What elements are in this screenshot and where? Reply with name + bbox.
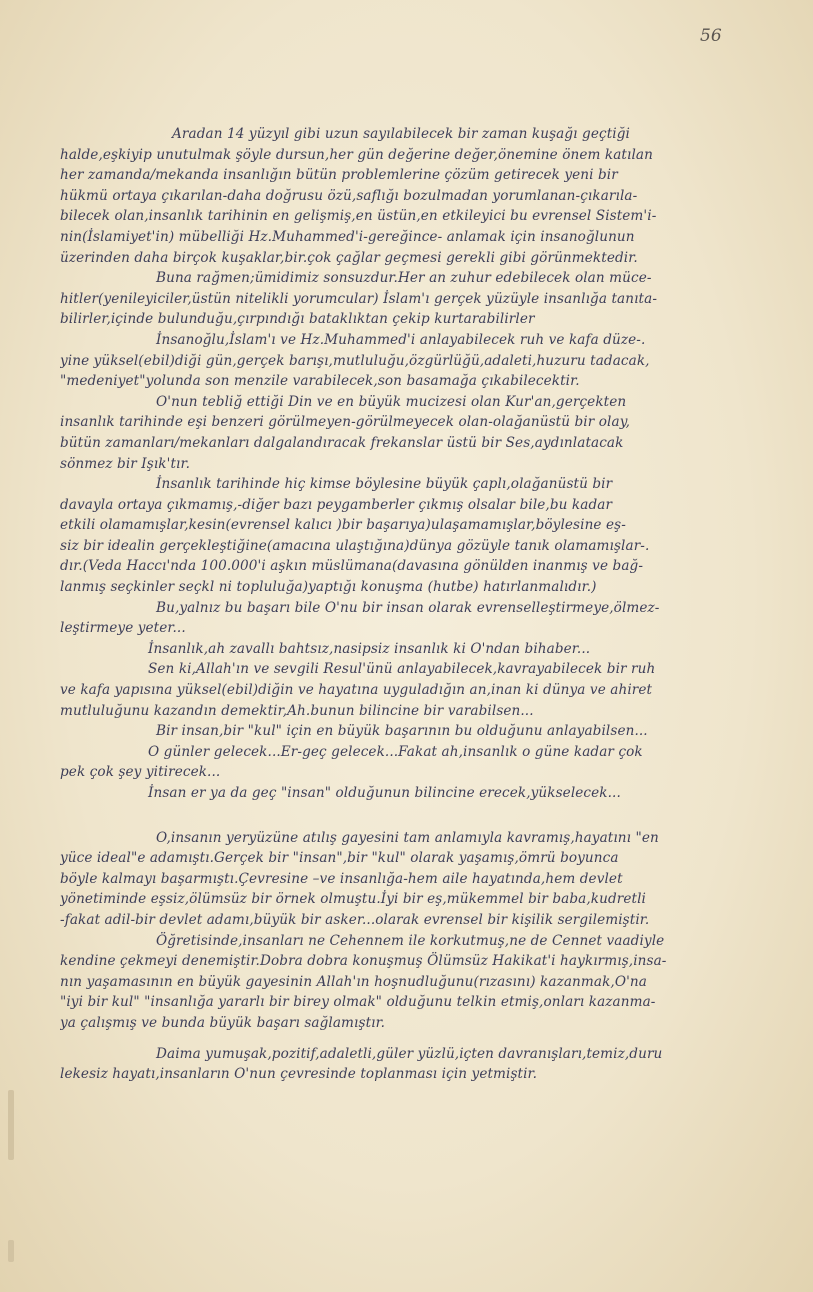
paragraph [60,124,772,145]
text-line: hükmü ortaya çıkarılan-daha doğrusu özü,saflığı bozulmadan yorumlanan-çıkarıla- [60,187,638,204]
text-line: hitler(yenileyiciler,üstün nitelikli yorumcular) İslam'ı gerçek yüzüyle insanlığa tanıta- [60,290,658,307]
paragraph [60,783,772,804]
paragraph [60,289,772,330]
text-line: İnsan er ya da geç "insan" olduğunun bilincine erecek,yükselecek... [148,785,621,801]
text-line: etkili olamamışlar,kesin(evrensel kalıcı )bir başarıya)ulaşamamışlar,böylesine eş- [60,517,626,534]
paragraph [60,495,772,598]
text-line: kendine çekmeyi denemiştir.Dobra dobra konuşmuş Ölümsüz Hakikat'i haykırmış,insa- [60,953,667,970]
paragraph [60,392,772,413]
body-text [60,124,772,1085]
paragraph [60,931,772,952]
text-line: bilecek olan,insanlık tarihinin en gelişmiş,en üstün,en etkileyici bu evrensel Sistem'i- [60,208,657,225]
text-line: bilirler,içinde bulunduğu,çırpındığı bataklıktan çekip kurtarabilirler [60,311,535,328]
paragraph [60,1044,772,1065]
text-line: lanmış seçkinler seçkl ni topluluğa)yaptığı konuşma (hutbe) hatırlanmalıdır.) [60,579,597,596]
text-line: Buna rağmen;ümidimiz sonsuzdur.Her an zuhur edebilecek olan müce- [156,270,652,287]
paragraph [60,598,772,619]
text-line: ya çalışmış ve bunda büyük başarı sağlamıştır. [60,1014,386,1031]
page-number: 56 [700,26,722,46]
text-line: ve kafa yapısına yüksel(ebil)diğin ve hayatına uyguladığın an,inan ki dünya ve ahiret [60,682,653,699]
text-line: Aradan 14 yüzyıl gibi uzun sayılabilecek bir zaman kuşağı geçtiği [172,126,630,142]
margin-stain [8,1240,14,1262]
text-line: siz bir idealin gerçekleştiğine(amacına ulaştığına)dünya gözüyle tanık olamamışlar-. [60,537,650,554]
paragraph [60,828,772,849]
paragraph [60,680,772,721]
text-line: Öğretisinde,insanları ne Cehennem ile korkutmuş,ne de Cennet vaadiyle [156,932,665,949]
text-line: davayla ortaya çıkmamış,-diğer bazı peygamberler çıkmış olsalar bile,bu kadar [60,496,613,513]
text-line: nin(İslamiyet'in) mübelliği Hz.Muhammed'i-gereğince- anlamak için insanoğlunun [60,228,635,245]
text-line: Bu,yalnız bu başarı bile O'nu bir insan olarak evrenselleştirmeye,ölmez- [156,599,660,616]
paragraph-gap [60,804,772,828]
text-line: O günler gelecek...Er-geç gelecek...Fakat ah,insanlık o güne kadar çok [148,743,643,760]
paragraph [60,762,772,783]
paragraph [60,848,772,930]
text-line: pek çok şey yitirecek... [60,764,221,781]
paragraph [60,412,772,474]
text-line: mutluluğunu kazandın demektir,Ah.bunun bilincine bir varabilsen... [60,702,534,719]
paragraph [60,351,772,392]
paragraph [60,268,772,289]
text-line: Daima yumuşak,pozitif,adaletli,güler yüzlü,içten davranışları,temiz,duru [156,1045,663,1062]
text-line: yüce ideal"e adamıştı.Gerçek bir "insan",bir "kul" olarak yaşamış,ömrü boyunca [60,850,619,867]
paragraph [60,618,772,639]
paragraph [60,1064,772,1085]
text-line: böyle kalmayı başarmıştı.Çevresine –ve insanlığa-hem aile hayatında,hem devlet [60,870,623,887]
text-line: -fakat adil-bir devlet adamı,büyük bir asker...olarak evrensel bir kişilik sergilemiştir. [60,911,650,928]
text-line: İnsanoğlu,İslam'ı ve Hz.Muhammed'i anlayabilecek ruh ve kafa düze-. [156,331,646,348]
paragraph [60,721,772,742]
text-line: bütün zamanları/mekanları dalgalandıracak frekanslar üstü bir Ses,aydınlatacak [60,434,624,451]
paragraph [60,659,772,680]
paragraph [60,742,772,763]
text-line: leştirmeye yeter... [60,620,186,637]
text-line: dır.(Veda Haccı'nda 100.000'i aşkın müslümana(davasına gönülden inanmış ve bağ- [60,558,644,575]
text-line: O,insanın yeryüzüne atılış gayesini tam anlamıyla kavramış,hayatını "en [156,829,659,846]
text-line: Bir insan,bir "kul" için en büyük başarının bu olduğunu anlayabilsen... [156,723,648,740]
text-line: sönmez bir Işık'tır. [60,455,191,472]
paragraph [60,639,772,660]
text-line: "iyi bir kul" "insanlığa yararlı bir birey olmak" olduğunu telkin etmiş,onları kazanma- [60,994,656,1011]
text-line: yönetiminde eşsiz,ölümsüz bir örnek olmuştu.İyi bir eş,mükemmel bir baba,kudretli [60,891,646,908]
text-line: İnsanlık tarihinde hiç kimse böylesine büyük çaplı,olağanüstü bir [156,476,613,493]
text-line: "medeniyet"yolunda son menzile varabilecek,son basamağa çıkabilecektir. [60,373,580,390]
text-line: nın yaşamasının en büyük gayesinin Allah'ın hoşnudluğunu(rızasını) kazanmak,O'na [60,973,647,990]
paragraph [60,145,772,269]
paragraph [60,474,772,495]
text-line: yine yüksel(ebil)diği gün,gerçek barışı,mutluluğu,özgürlüğü,adaleti,huzuru tadacak, [60,352,650,369]
text-line: O'nun tebliğ ettiği Din ve en büyük mucizesi olan Kur'an,gerçekten [156,393,627,410]
text-line: lekesiz hayatı,insanların O'nun çevresinde toplanması için yetmiştir. [60,1066,538,1083]
text-line: insanlık tarihinde eşi benzeri görülmeyen-görülmeyecek olan-olağanüstü bir olay, [60,414,631,431]
text-line: her zamanda/mekanda insanlığın bütün problemlerine çözüm getirecek yeni bir [60,167,618,184]
text-line: üzerinden daha birçok kuşaklar,bir.çok çağlar geçmesi gerekli gibi görünmektedir. [60,249,638,266]
margin-stain [8,1090,14,1160]
paragraph-gap [60,1034,772,1044]
text-line: Sen ki,Allah'ın ve sevgili Resul'ünü anlayabilecek,kavrayabilecek bir ruh [148,661,656,678]
paragraph [60,951,772,1033]
paragraph [60,330,772,351]
text-line: halde,eşkiyip unutulmak şöyle dursun,her gün değerine değer,önemine önem katılan [60,146,653,163]
text-line: İnsanlık,ah zavallı bahtsız,nasipsiz insanlık ki O'ndan bihaber... [148,640,591,657]
